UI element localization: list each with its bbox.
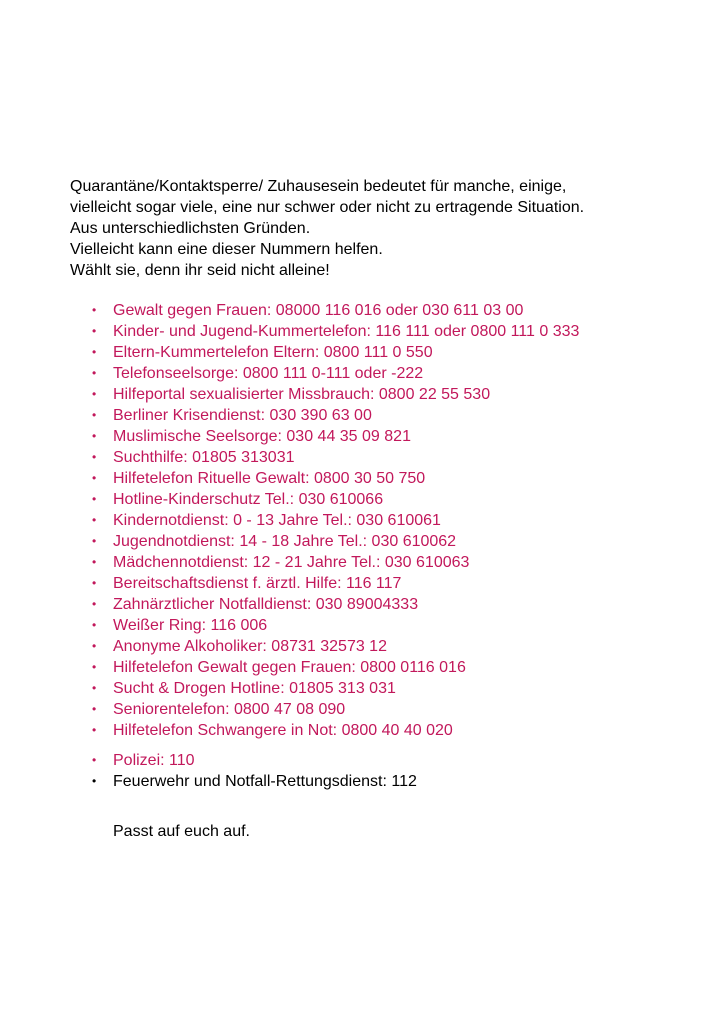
hotline-text: Kinder- und Jugend-Kummertelefon: 116 111 oder 0800 111 0 333 [113,323,580,340]
intro-line: Aus unterschiedlichsten Gründen. [70,220,311,237]
bullet-icon: • [92,387,97,401]
bullet-icon: • [92,492,97,506]
hotline-text: Polizei: 110 [113,752,195,769]
bullet-icon: • [92,723,97,737]
hotline-text: Jugendnotdienst: 14 - 18 Jahre Tel.: 030 610062 [113,533,457,550]
hotline-text: Hilfetelefon Gewalt gegen Frauen: 0800 0116 016 [113,659,466,676]
bullet-icon: • [92,366,97,380]
bullet-icon: • [92,303,97,317]
hotline-text: Hilfetelefon Schwangere in Not: 0800 40 40 020 [113,722,453,739]
bullet-icon: • [92,753,97,767]
hotline-text: Hilfetelefon Rituelle Gewalt: 0800 30 50 750 [113,470,426,487]
bullet-icon: • [92,681,97,695]
bullet-icon: • [92,555,97,569]
intro-line: Wählt sie, denn ihr seid nicht alleine! [70,262,330,279]
hotline-text: Weißer Ring: 116 006 [113,617,268,634]
hotline-text: Suchthilfe: 01805 313031 [113,449,295,466]
closing-line: Passt auf euch auf. [113,823,250,840]
bullet-icon: • [92,576,97,590]
hotline-text: Mädchennotdienst: 12 - 21 Jahre Tel.: 030 610063 [113,554,470,571]
bullet-icon: • [92,618,97,632]
hotline-text: Telefonseelsorge: 0800 111 0-111 oder -222 [113,365,424,382]
bullet-icon: • [92,345,97,359]
hotline-text: Seniorentelefon: 0800 47 08 090 [113,701,346,718]
hotline-text: Gewalt gegen Frauen: 08000 116 016 oder 030 611 03 00 [113,302,524,319]
intro-line: Vielleicht kann eine dieser Nummern helfen. [70,241,383,258]
bullet-icon: • [92,450,97,464]
bullet-icon: • [92,639,97,653]
hotline-text: Berliner Krisendienst: 030 390 63 00 [113,407,372,424]
intro-paragraph [70,176,690,281]
hotline-text: Anonyme Alkoholiker: 08731 32573 12 [113,638,387,655]
hotline-text: Hotline-Kinderschutz Tel.: 030 610066 [113,491,384,508]
bullet-icon: • [92,774,97,788]
hotline-text: Muslimische Seelsorge: 030 44 35 09 821 [113,428,411,445]
hotline-text: Eltern-Kummertelefon Eltern: 0800 111 0 550 [113,344,433,361]
intro-line: vielleicht sogar viele, eine nur schwer oder nicht zu ertragende Situation. [70,199,585,216]
bullet-icon: • [92,408,97,422]
bullet-icon: • [92,513,97,527]
bullet-icon: • [92,534,97,548]
hotline-text: Sucht & Drogen Hotline: 01805 313 031 [113,680,396,697]
bullet-icon: • [92,429,97,443]
hotline-text: Zahnärztlicher Notfalldienst: 030 89004333 [113,596,419,613]
hotline-text: Feuerwehr und Notfall-Rettungsdienst: 112 [113,773,417,790]
bullet-icon: • [92,660,97,674]
hotline-text: Hilfeportal sexualisierter Missbrauch: 0800 22 55 530 [113,386,491,403]
bullet-icon: • [92,597,97,611]
hotline-text: Bereitschaftsdienst f. ärztl. Hilfe: 116 117 [113,575,402,592]
bullet-icon: • [92,324,97,338]
bullet-icon: • [92,471,97,485]
intro-line: Quarantäne/Kontaktsperre/ Zuhausesein bedeutet für manche, einige, [70,178,567,195]
bullet-icon: • [92,702,97,716]
hotline-text: Kindernotdienst: 0 - 13 Jahre Tel.: 030 610061 [113,512,441,529]
